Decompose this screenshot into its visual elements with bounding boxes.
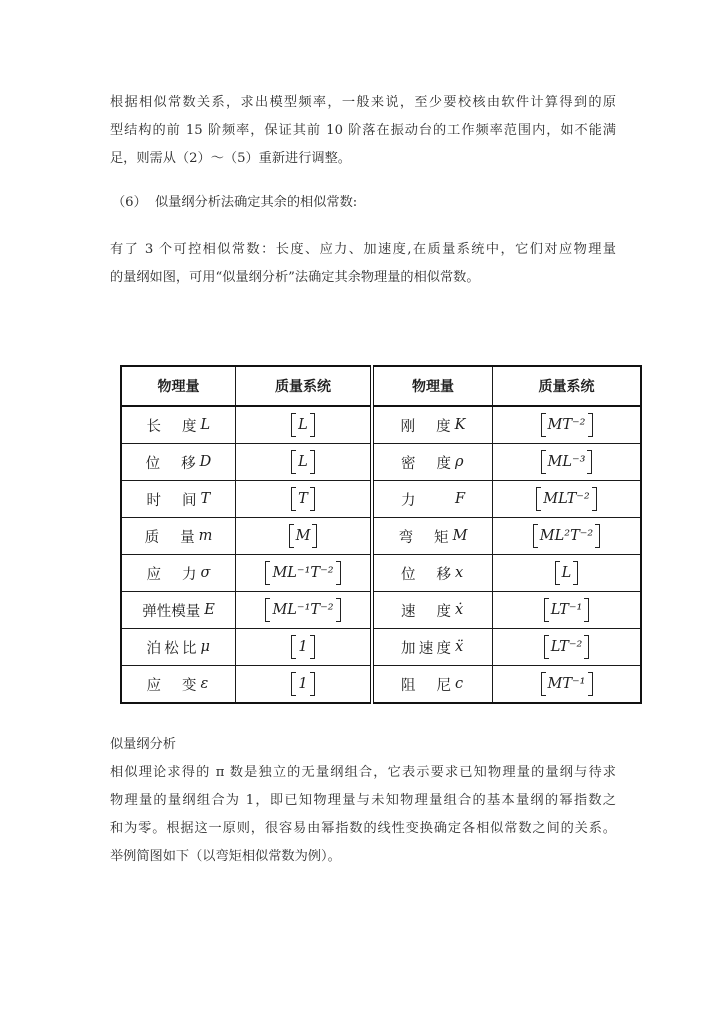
step-number: （6） [112,195,147,210]
quantity-cell [372,555,493,592]
step-heading [112,193,357,213]
dimension-cell [236,481,373,518]
quantity-symbol: ẋ [455,602,464,618]
dimension-formula: 1 [298,676,308,692]
quantity-cell [372,518,493,555]
quantity-cell [372,444,493,481]
dimension-formula: ML⁻¹T⁻² [272,565,334,581]
header-quantity: 物理量 [121,366,236,406]
dimension-bracket [544,635,590,659]
table-row [121,481,641,518]
dimension-formula: 1 [298,639,308,655]
dimension-cell [493,406,642,444]
header-quantity: 物理量 [372,366,493,406]
paragraph-1-line: 型结构的前 15 阶频率，保证其前 10 阶落在振动台的工作频率范围内，如不能满 [110,123,616,138]
quantity-cell [121,592,236,629]
table-header [121,366,641,406]
dimension-bracket [289,524,318,548]
dimension-cell [493,518,642,555]
table-row [121,592,641,629]
quantity-symbol: ẍ [455,639,464,655]
dimension-formula: MLT⁻² [543,491,590,507]
table-row [121,518,641,555]
dimension-bracket [291,672,314,696]
dimension-cell [236,406,373,444]
dimension-formula: T [298,491,308,507]
quantity-symbol: D [199,454,212,470]
quantity-name: 应 力 [146,566,197,583]
quantity-name: 位 移 [145,455,196,472]
dimension-cell [493,629,642,666]
quantity-symbol: ρ [455,454,464,470]
dimension-formula: M [295,528,311,544]
dimension-bracket [291,487,315,511]
table-row [121,444,641,481]
quantity-cell [121,518,236,555]
dimension-cell [236,666,373,704]
quantity-symbol: T [200,491,211,507]
table-row [121,666,641,704]
dimension-bracket [544,598,590,622]
table-body [121,406,641,703]
quantity-cell [121,555,236,592]
quantity-name: 加速度 [401,640,451,657]
step-title: 似量纲分析法确定其余的相似常数: [155,195,358,210]
dimension-formula: L [298,454,308,470]
dimension-bracket [541,672,593,696]
quantity-name: 质 量 [144,529,195,546]
quantity-cell [121,629,236,666]
quantity-symbol: K [454,417,466,433]
quantity-cell [372,406,493,444]
dimension-bracket [265,598,340,622]
dimension-bracket [536,487,596,511]
quantity-name: 长 度 [146,418,197,435]
quantity-name: 阻 尼 [401,677,451,694]
analysis-paragraph-line: 物理量的量纲组合为 1，即已知物理量与未知物理量组合的基本量纲的幂指数之 [110,793,616,808]
dimension-formula: ML²T⁻² [539,528,594,544]
dimension-cell [493,444,642,481]
dimension-cell [236,555,373,592]
dimension-formula: L [298,417,308,433]
quantity-symbol: c [455,676,464,692]
quantity-cell [372,629,493,666]
dimension-formula: ML⁻³ [547,454,586,470]
quantity-name: 位 移 [401,566,451,583]
dimension-cell [236,444,373,481]
dimension-bracket [265,561,340,585]
quantity-name: 弯 矩 [398,529,449,546]
dimension-cell [236,518,373,555]
quantity-name: 时 间 [146,492,197,509]
quantity-cell [372,666,493,704]
quantity-cell [121,666,236,704]
dimension-cell [236,629,373,666]
quantity-symbol: M [452,528,468,544]
quantity-cell [121,444,236,481]
analysis-paragraph-line: 相似理论求得的 π 数是独立的无量纲组合，它表示要求已知物理量的量纲与待求 [110,765,616,780]
quantity-symbol: x [455,565,464,581]
quantity-cell [121,481,236,518]
paragraph-3-line: 的量纲如图，可用“似量纲分析”法确定其余物理量的相似常数。 [110,270,480,285]
quantity-name: 弹性模量 [142,603,201,620]
quantity-symbol: ε [200,676,209,692]
quantity-name: 刚 度 [400,418,451,435]
analysis-paragraph-line: 和为零。根据这一原则，很容易由幂指数的线性变换确定各相似常数之间的关系。 [110,821,616,836]
dimension-cell [493,666,642,704]
dimension-bracket [291,450,315,474]
quantity-cell [372,481,493,518]
dimension-bracket [555,561,579,585]
quantity-symbol: m [198,528,213,544]
dimension-formula: LT⁻² [550,639,583,655]
quantity-name: 力 [400,492,416,509]
quantity-symbol: E [204,602,215,618]
dimension-formula: MT⁻¹ [547,676,586,692]
section-title: 似量纲分析 [110,737,176,752]
dimension-table [120,365,642,704]
analysis-paragraph-line: 举例简图如下（以弯矩相似常数为例）。 [110,849,341,864]
paragraph-3-line: 有了 3 个可控相似常数：长度、应力、加速度,在质量系统中，它们对应物理量 [110,242,616,257]
dimension-formula: ML⁻¹T⁻² [272,602,334,618]
paragraph-1-line: 足，则需从（2）～（5）重新进行调整。 [110,151,351,166]
dimension-bracket [541,450,593,474]
dimension-bracket [291,413,315,437]
dimension-cell [493,481,642,518]
header-mass-system: 质量系统 [236,366,373,406]
dimension-cell [493,592,642,629]
dimension-formula: LT⁻¹ [550,602,583,618]
dimension-cell [236,592,373,629]
dimension-formula: L [561,565,572,581]
table-header-row [121,366,641,406]
quantity-name: 应 变 [146,677,197,694]
table-row [121,555,641,592]
dimension-formula: MT⁻² [547,417,586,433]
paragraph-1-line: 根据相似常数关系，求出模型频率，一般来说，至少要校核由软件计算得到的原 [110,95,616,110]
dimension-bracket [291,635,314,659]
quantity-cell [121,406,236,444]
quantity-symbol: F [454,491,466,507]
dimension-cell [493,555,642,592]
header-mass-system: 质量系统 [493,366,642,406]
quantity-name: 速 度 [401,603,451,620]
quantity-symbol: μ [200,639,210,655]
quantity-name: 泊松比 [146,640,197,657]
table-row [121,629,641,666]
table-row [121,406,641,444]
dimension-bracket [541,413,593,437]
dimension-bracket [533,524,600,548]
quantity-symbol: σ [200,565,211,581]
quantity-name: 密 度 [401,455,451,472]
quantity-symbol: L [200,417,211,433]
quantity-cell [372,592,493,629]
